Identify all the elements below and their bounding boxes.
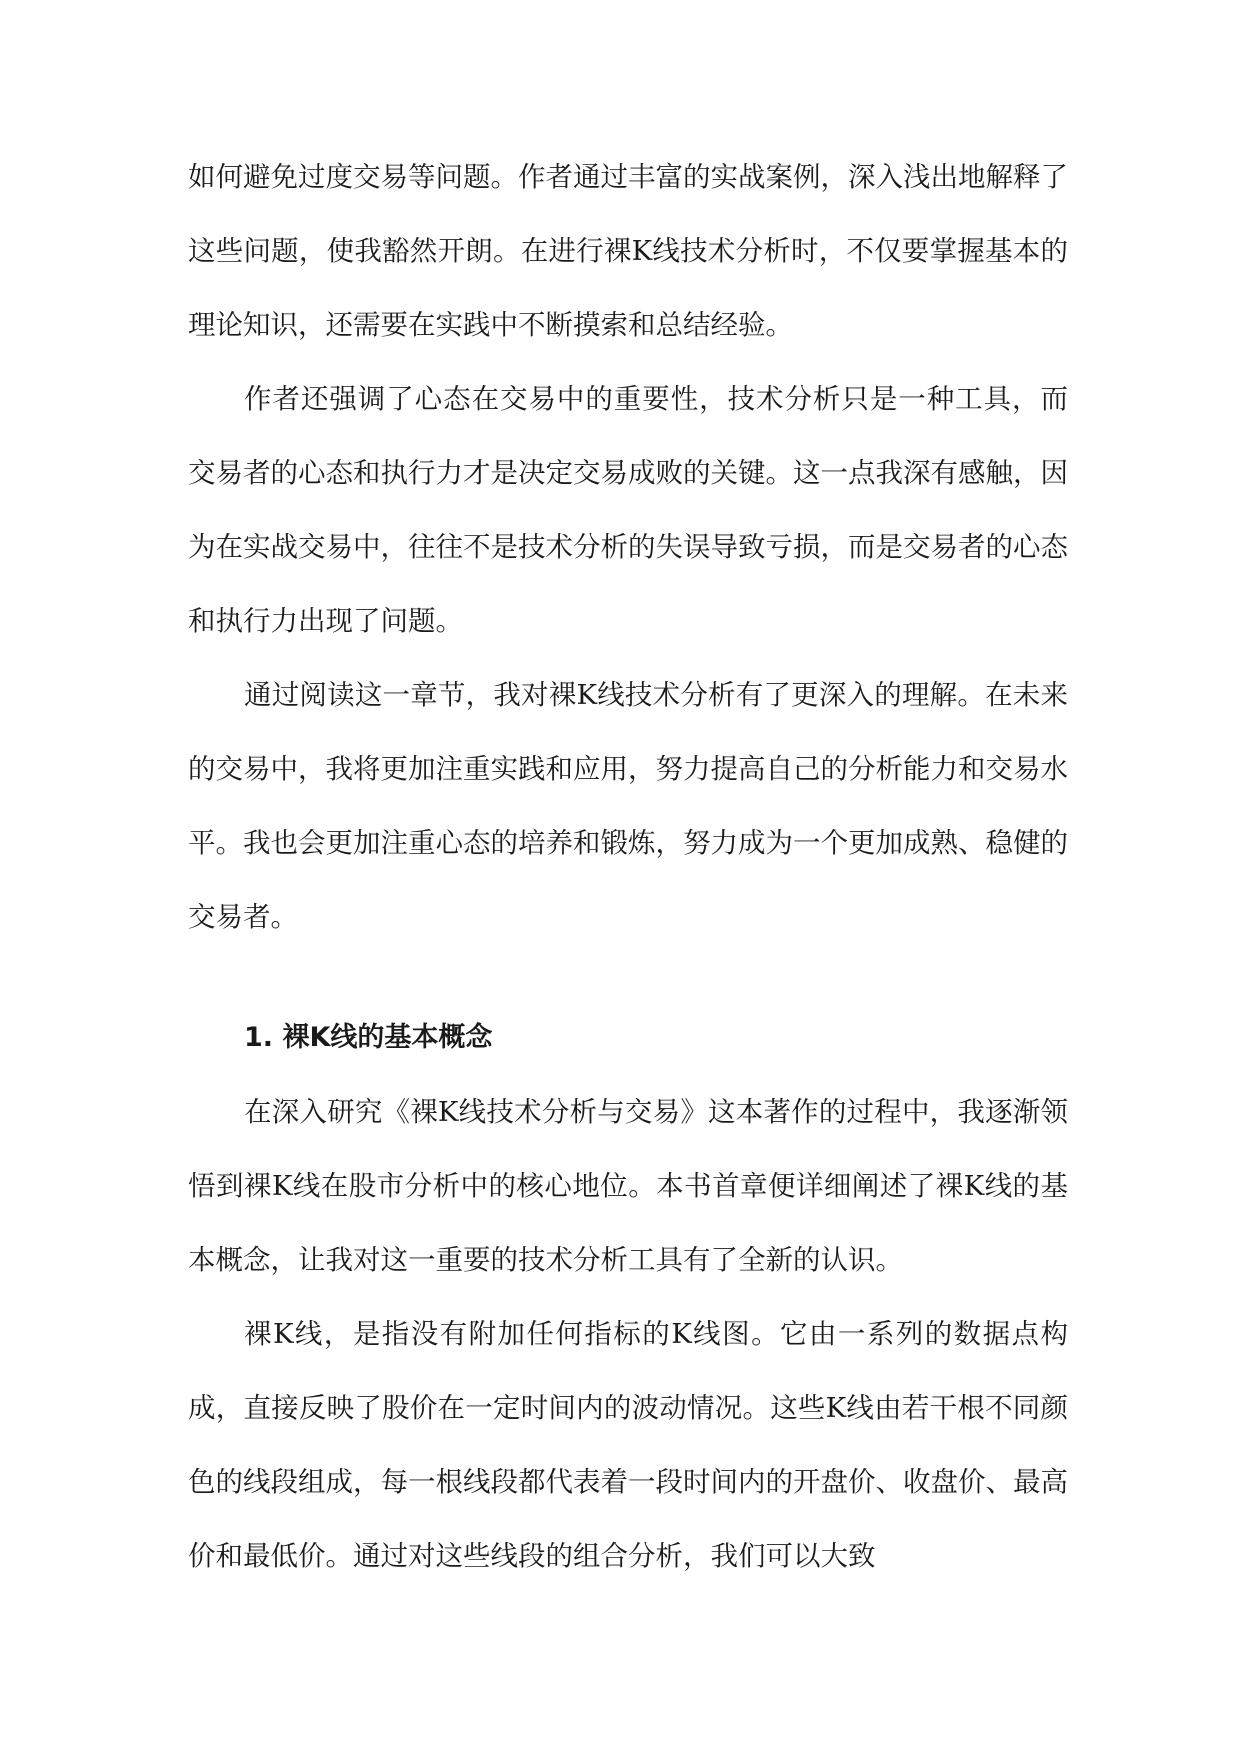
paragraph-continued: 如何避免过度交易等问题。作者通过丰富的实战案例，深入浅出地解释了这些问题，使我豁然开朗。在进行裸K线技术分析时，不仅要掌握基本的理论知识，还需要在实践中不断摸索和总结经验。: [188, 161, 1068, 341]
paragraph: 裸K线，是指没有附加任何指标的K线图。它由一系列的数据点构成，直接反映了股价在一定时间内的波动情况。这些K线由若干根不同颜色的线段组成，每一根线段都代表着一段时间内的开盘价、收盘价、最高价和最低价。通过对这些线段的组合分析，我们可以大致: [188, 1318, 1068, 1572]
paragraph: 在深入研究《裸K线技术分析与交易》这本著作的过程中，我逐渐领悟到裸K线在股市分析中的核心地位。本书首章便详细阐述了裸K线的基本概念，让我对这一重要的技术分析工具有了全新的认识。: [188, 1096, 1068, 1276]
paragraph: 作者还强调了心态在交易中的重要性，技术分析只是一种工具，而交易者的心态和执行力才是决定交易成败的关键。这一点我深有感触，因为在实战交易中，往往不是技术分析的失误导致亏损，而是交易者的心态和执行力出现了问题。: [188, 383, 1068, 637]
document-body: [188, 140, 1068, 1593]
paragraph: 通过阅读这一章节，我对裸K线技术分析有了更深入的理解。在未来的交易中，我将更加注重实践和应用，努力提高自己的分析能力和交易水平。我也会更加注重心态的培养和锻炼，努力成为一个更加成熟、稳健的交易者。: [188, 679, 1068, 933]
section-heading: 1. 裸K线的基本概念: [244, 1022, 493, 1053]
